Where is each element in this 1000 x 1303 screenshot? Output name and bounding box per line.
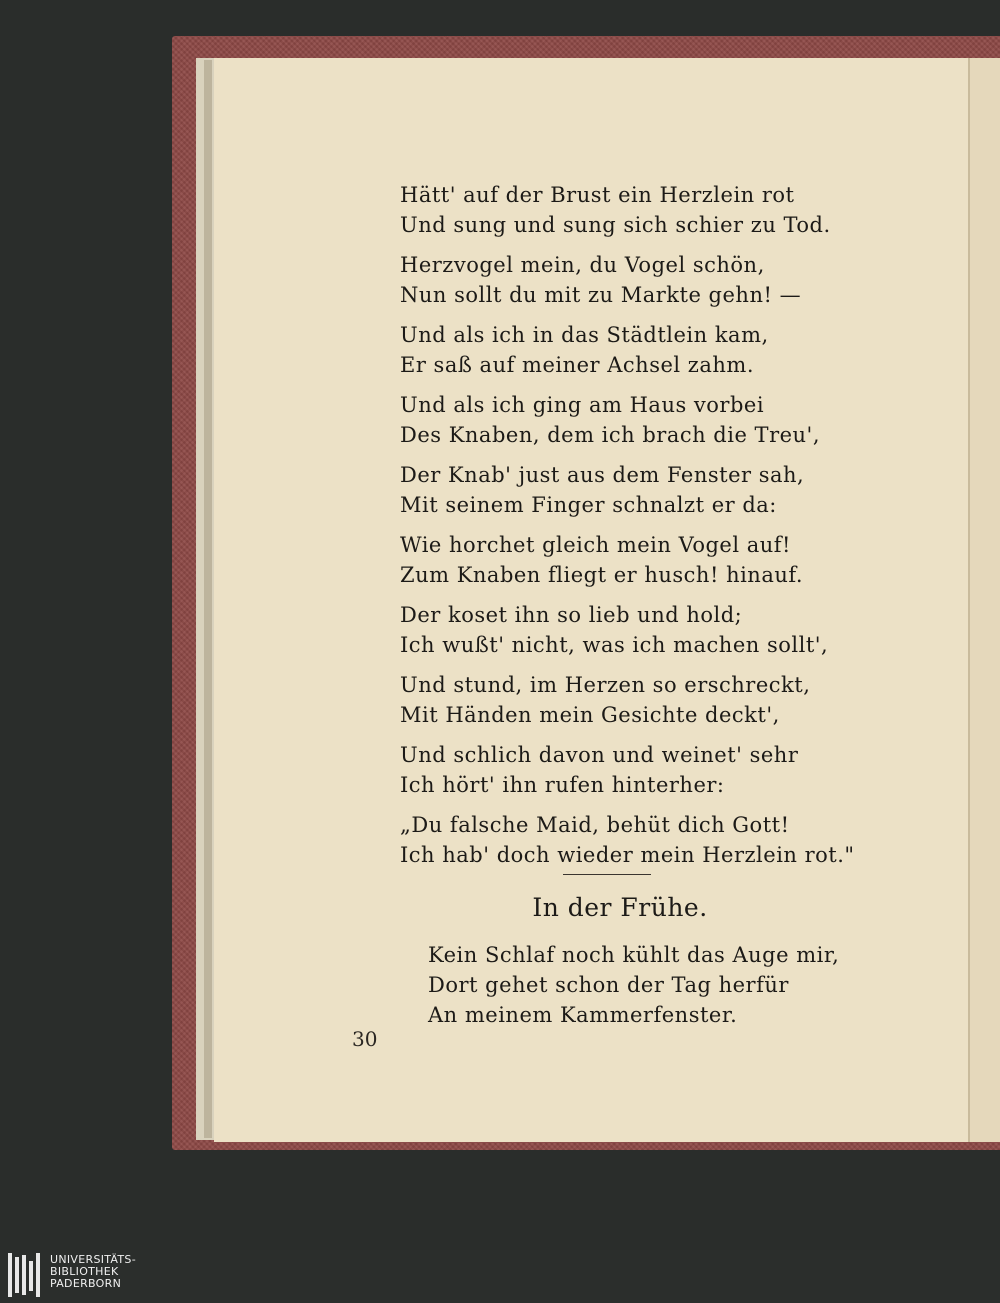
poem-line: Ich wußt' nicht, was ich machen sollt', (400, 633, 829, 657)
stanza (400, 180, 831, 240)
next-poem (428, 940, 848, 1030)
stanza (400, 320, 820, 380)
poem-line: Wie horchet gleich mein Vogel auf! (400, 533, 791, 557)
poem-line: Ich hört' ihn rufen hinterher: (400, 773, 725, 797)
poem-line: Und stund, im Herzen so erschreckt, (400, 673, 811, 697)
poem-line: Hätt' auf der Brust ein Herzlein rot (400, 183, 795, 207)
poem-line: An meinem Kammerfenster. (428, 1003, 738, 1027)
poem-line: Und sung und sung sich schier zu Tod. (400, 213, 831, 237)
poem-line: Und als ich ging am Haus vorbei (400, 393, 765, 417)
poem-line: Der Knab' just aus dem Fenster sah, (400, 463, 805, 487)
stanza (400, 740, 820, 800)
stanza (400, 460, 820, 520)
stanza (400, 250, 820, 310)
poem-line: Mit Händen mein Gesichte deckt', (400, 703, 780, 727)
page-number: 30 (352, 1027, 378, 1051)
stanza (400, 670, 820, 730)
poem-line: Der koset ihn so lieb und hold; (400, 603, 743, 627)
poem-line: Des Knaben, dem ich brach die Treu', (400, 423, 821, 447)
library-name-line: UNIVERSITÄTS- (50, 1253, 136, 1266)
footer-bar (0, 1250, 1000, 1303)
poem-line: Er saß auf meiner Achsel zahm. (400, 353, 755, 377)
page-edges-shadow (204, 60, 212, 1138)
stanza (400, 530, 820, 590)
library-logo-text (50, 1254, 136, 1290)
poem-line: Dort gehet schon der Tag herfür (428, 973, 789, 997)
poem-line: Nun sollt du mit zu Markte gehn! — (400, 283, 802, 307)
section-divider (563, 874, 651, 875)
poem-line: Zum Knaben fliegt er husch! hinauf. (400, 563, 804, 587)
stanza (400, 600, 829, 660)
library-logo-icon (8, 1253, 46, 1299)
library-name-line: PADERBORN (50, 1277, 122, 1290)
poem-line: Mit seinem Finger schnalzt er da: (400, 493, 777, 517)
poem-line: Kein Schlaf noch kühlt das Auge mir, (428, 943, 840, 967)
stanza (400, 390, 820, 450)
stanza (400, 810, 855, 870)
poem-line: Ich hab' doch wieder mein Herzlein rot." (400, 843, 855, 867)
poem-line: „Du falsche Maid, behüt dich Gott! (400, 813, 790, 837)
poem-title: In der Frühe. (532, 893, 708, 922)
poem-line: Und als ich in das Städtlein kam, (400, 323, 769, 347)
poem-line: Und schlich davon und weinet' sehr (400, 743, 799, 767)
poem (400, 180, 855, 880)
facing-page-edge (968, 58, 1000, 1142)
poem-line: Herzvogel mein, du Vogel schön, (400, 253, 765, 277)
library-name-line: BIBLIOTHEK (50, 1265, 119, 1278)
